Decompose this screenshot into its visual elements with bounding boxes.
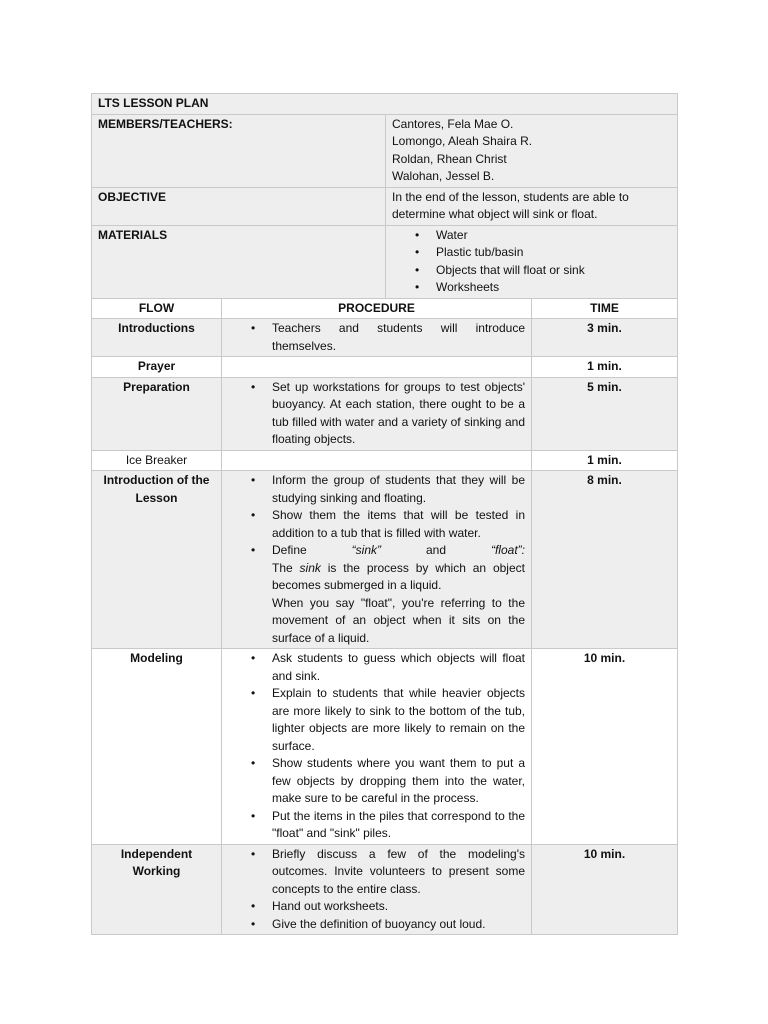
list-item: [228, 685, 525, 755]
sink-definition-text: is the process by which an object becomes submerged in a liquid.: [272, 560, 525, 592]
time-cell: 8 min.: [532, 471, 678, 649]
bullet-icon: •: [251, 846, 256, 861]
member-name: Lomongo, Aleah Shaira R.: [392, 134, 533, 148]
flow-line: Working: [132, 864, 181, 878]
procedure-text: Ask students to guess which objects will float and sink.: [272, 651, 525, 683]
float-term: “float”:: [490, 543, 525, 557]
and-word: and: [425, 543, 446, 557]
flow-line: Introduction of the: [103, 473, 210, 487]
procedure-text: Give the definition of buoyancy out loud.: [272, 916, 486, 931]
time-header: TIME: [532, 298, 678, 319]
materials-list: [392, 227, 671, 297]
sink-definition: [272, 560, 525, 595]
procedure-text: Show students where you want them to put a few objects by dropping them into the water, make sure to be careful in the process.: [272, 756, 525, 805]
flow-cell: Ice Breaker: [92, 450, 222, 471]
procedure-cell: [222, 319, 532, 357]
flow-cell: [92, 471, 222, 649]
procedure-text: Briefly discuss a few of the modeling's outcomes. Invite volunteers to present some concepts to the entire class.: [272, 846, 525, 896]
list-item: [392, 227, 671, 245]
list-item: [392, 279, 671, 297]
flow-cell: [92, 844, 222, 935]
list-item: [228, 507, 525, 542]
materials-label: MATERIALS: [92, 225, 386, 298]
procedure-cell: [222, 471, 532, 649]
lesson-plan-page: [91, 93, 677, 935]
time-cell: 1 min.: [532, 357, 678, 378]
procedure-text: Set up workstations for groups to test objects' buoyancy. At each station, there ought to be a tub filled with water and a variety of sinking and floating objects.: [272, 379, 525, 446]
flow-cell: Prayer: [92, 357, 222, 378]
list-item: [228, 320, 525, 355]
define-word: Define: [272, 543, 307, 557]
procedure-cell: [222, 844, 532, 935]
procedure-list: [228, 650, 525, 843]
list-item: [228, 650, 525, 685]
procedure-cell: [222, 649, 532, 845]
material-item: Worksheets: [436, 280, 500, 294]
members-list: [386, 114, 678, 187]
bullet-icon: •: [251, 916, 256, 931]
materials-list-cell: [386, 225, 678, 298]
procedure-list: [228, 472, 525, 647]
time-cell: 10 min.: [532, 649, 678, 845]
list-item: [228, 808, 525, 843]
bullet-icon: •: [251, 686, 256, 700]
bullet-icon: •: [251, 756, 256, 770]
material-item: Water: [436, 227, 468, 242]
procedure-list: [228, 320, 525, 355]
list-item: [228, 379, 525, 449]
member-name: Roldan, Rhean Christ: [392, 151, 507, 166]
bullet-icon: •: [251, 379, 256, 394]
flow-cell: Introductions: [92, 319, 222, 357]
material-item: Plastic tub/basin: [436, 245, 524, 259]
flow-header: FLOW: [92, 298, 222, 319]
bullet-icon: •: [251, 651, 256, 665]
lesson-plan-title: LTS LESSON PLAN: [92, 94, 678, 115]
sink-word: sink: [299, 560, 321, 575]
table-row: [92, 450, 678, 471]
list-item: [392, 244, 671, 262]
the-word: The: [272, 560, 293, 575]
procedure-cell: [222, 450, 532, 471]
objective-row: [92, 187, 678, 225]
table-row: [92, 357, 678, 378]
bullet-icon: •: [251, 808, 256, 823]
bullet-icon: •: [251, 508, 256, 522]
bullet-icon: •: [415, 227, 420, 242]
bullet-icon: •: [415, 262, 420, 277]
flow-cell: Preparation: [92, 377, 222, 450]
objective-text: In the end of the lesson, students are able to determine what object will sink or float.: [386, 187, 678, 225]
bullet-icon: •: [415, 245, 420, 259]
procedure-list: [228, 379, 525, 449]
bullet-icon: •: [251, 473, 256, 487]
bullet-icon: •: [251, 321, 256, 335]
members-label: MEMBERS/TEACHERS:: [92, 114, 386, 187]
table-row: [92, 649, 678, 845]
list-item: [228, 542, 525, 647]
procedure-cell: [222, 377, 532, 450]
table-row: [92, 471, 678, 649]
materials-row: [92, 225, 678, 298]
procedure-text: Teachers and students will introduce themselves.: [272, 321, 525, 353]
flow-cell: Modeling: [92, 649, 222, 845]
list-item: [228, 472, 525, 507]
sink-term: “sink”: [351, 543, 381, 557]
lesson-plan-table: [91, 93, 678, 935]
column-header-row: [92, 298, 678, 319]
bullet-icon: •: [251, 543, 256, 557]
material-item: Objects that will float or sink: [436, 262, 585, 277]
member-name: Walohan, Jessel B.: [392, 169, 495, 183]
list-item: [392, 262, 671, 280]
procedure-text: Put the items in the piles that correspond to the "float" and "sink" piles.: [272, 808, 525, 840]
table-row: [92, 319, 678, 357]
float-definition: When you say "float", you're referring to the movement of an object when it sits on the surface of a liquid.: [272, 595, 525, 645]
member-name: Cantores, Fela Mae O.: [392, 116, 514, 131]
bullet-icon: •: [415, 280, 420, 294]
members-row: [92, 114, 678, 187]
flow-line: Lesson: [135, 490, 178, 505]
flow-line: Independent: [120, 846, 193, 861]
time-cell: 1 min.: [532, 450, 678, 471]
procedure-header: PROCEDURE: [222, 298, 532, 319]
procedure-cell: [222, 357, 532, 378]
table-row: [92, 377, 678, 450]
procedure-text: Show them the items that will be tested in addition to a tub that is filled with water.: [272, 508, 525, 540]
procedure-text: Inform the group of students that they will be studying sinking and floating.: [272, 473, 525, 505]
title-row: [92, 94, 678, 115]
time-cell: 10 min.: [532, 844, 678, 935]
define-line: [272, 542, 525, 560]
objective-label: OBJECTIVE: [92, 187, 386, 225]
list-item: [228, 755, 525, 808]
time-cell: 5 min.: [532, 377, 678, 450]
list-item: [228, 846, 525, 899]
bullet-icon: •: [251, 899, 256, 913]
procedure-text: Explain to students that while heavier objects are more likely to sink to the bottom of the tub, lighter objects are more likely to remain on the surface.: [272, 686, 525, 753]
time-cell: 3 min.: [532, 319, 678, 357]
list-item: [228, 916, 525, 934]
procedure-text: Hand out worksheets.: [272, 899, 389, 913]
procedure-list: [228, 846, 525, 934]
list-item: [228, 898, 525, 916]
table-row: [92, 844, 678, 935]
